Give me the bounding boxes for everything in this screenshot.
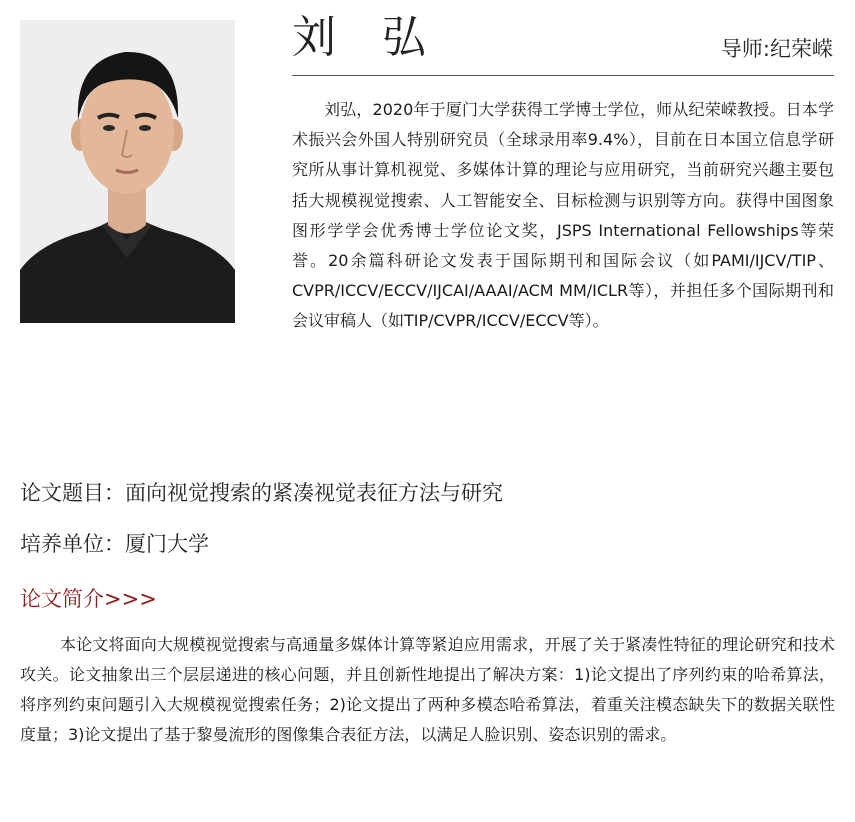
portrait-photo <box>20 20 235 323</box>
training-unit-row <box>20 528 209 560</box>
abstract-heading: 论文简介>>> <box>20 587 157 611</box>
header-divider <box>292 75 834 76</box>
advisor-label: 导师:纪荣嵘 <box>720 37 833 61</box>
thesis-title-value: 面向视觉搜索的紧凑视觉表征方法与研究 <box>125 481 503 505</box>
abstract-paragraph: 本论文将面向大规模视觉搜索与高通量多媒体计算等紧迫应用需求，开展了关于紧凑性特征的理论研究和技术攻关。论文抽象出三个层层递进的核心问题，并且创新性地提出了解决方案：1)论文提出了序列约束的哈希算法，将序列约束问题引入大规模视觉搜索任务；2)论文提出了两种多模态哈希算法，着重关注模态缺失下的数据关联性度量；3)论文提出了基于黎曼流形的图像集合表征方法，以满足人脸识别、姿态识别的需求。 <box>20 635 835 744</box>
thesis-title-row <box>20 477 503 509</box>
training-unit-label: 培养单位： <box>20 532 125 556</box>
training-unit-value: 厦门大学 <box>125 532 209 556</box>
person-name: 刘弘 <box>292 12 472 63</box>
biography-paragraph: 刘弘，2020年于厦门大学获得工学博士学位，师从纪荣嵘教授。日本学术振兴会外国人特别研究员（全球录用率9.4%），目前在日本国立信息学研究所从事计算机视觉、多媒体计算的理论与应用研究，当前研究兴趣主要包括大规模视觉搜索、人工智能安全、目标检测与识别等方向。获得中国图象图形学学会优秀博士学位论文奖，JSPS International Fellowships等荣誉。20余篇科研论文发表于国际期刊和国际会议（如PAMI/IJCV/TIP、CVPR/ICCV/ECCV/IJCAI/AAAI/ACM MM/ICLR等），并担任多个国际期刊和会议审稿人（如TIP/CVPR/ICCV/ECCV等）。 <box>292 100 834 331</box>
thesis-title-label: 论文题目： <box>20 481 125 505</box>
portrait-illustration <box>20 20 235 323</box>
